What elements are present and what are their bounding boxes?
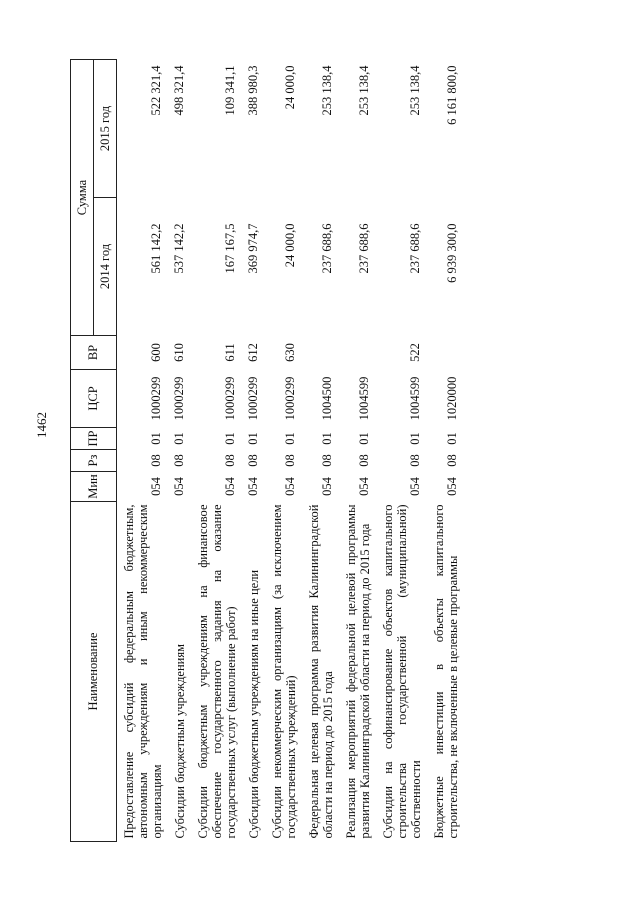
header-csr: ЦСР [71, 370, 117, 428]
row-rz: 08 [223, 454, 237, 467]
header-2015: 2015 год [94, 60, 117, 198]
row-rz: 08 [408, 454, 422, 467]
table-row [191, 60, 242, 842]
row-value-2014: 237 688,6 [357, 223, 371, 274]
row-vr: 630 [283, 343, 297, 362]
row-value-2015: 6 161 800,0 [445, 65, 459, 125]
row-value-2015: 253 138,4 [357, 65, 371, 116]
table-header [71, 60, 117, 842]
row-csr: 1004500 [320, 376, 334, 421]
table-row [302, 60, 339, 842]
table-row [117, 60, 169, 842]
header-sum: Сумма [71, 60, 94, 336]
row-vr [339, 336, 376, 370]
row-name: Реализация мероприятий федеральной целевой программы развития Калининградской области на период до 2015 года [344, 504, 372, 839]
row-csr: 1000299 [223, 376, 237, 421]
table-row [339, 60, 376, 842]
row-csr: 1020000 [445, 376, 459, 421]
row-pr: 01 [408, 432, 422, 445]
row-value-2014: 369 974,7 [246, 223, 260, 274]
row-min: 054 [445, 477, 459, 496]
table-row [242, 60, 265, 842]
row-vr: 600 [149, 343, 163, 362]
row-vr: 522 [408, 343, 422, 362]
row-csr: 1004599 [408, 376, 422, 421]
row-vr: 610 [172, 343, 186, 362]
row-pr: 01 [357, 432, 371, 445]
row-min: 054 [320, 477, 334, 496]
row-csr: 1000299 [283, 376, 297, 421]
row-value-2014: 561 142,2 [149, 223, 163, 274]
page-number: 1462 [34, 412, 49, 438]
row-value-2014: 167 167,5 [223, 223, 237, 274]
header-2014: 2014 год [94, 198, 117, 336]
budget-table [70, 59, 464, 842]
row-pr: 01 [223, 432, 237, 445]
row-name: Субсидии бюджетным учреждениям на иные цели [247, 569, 261, 839]
row-value-2014: 24 000,0 [283, 223, 297, 268]
row-pr: 01 [172, 432, 186, 445]
table-row [168, 60, 191, 842]
row-min: 054 [357, 477, 371, 496]
row-rz: 08 [246, 454, 260, 467]
row-value-2014: 6 939 300,0 [445, 223, 459, 283]
row-name: Федеральная целевая программа развития Калининградской области на период до 2015 года [307, 504, 335, 839]
row-vr: 611 [223, 343, 237, 362]
row-name: Предоставление субсидий федеральным бюджетным, автономным учреждениям и иным некоммерческим организациям [122, 504, 164, 839]
row-value-2015: 522 321,4 [149, 65, 163, 116]
row-min: 054 [149, 477, 163, 496]
row-pr: 01 [445, 432, 459, 445]
row-rz: 08 [172, 454, 186, 467]
row-rz: 08 [357, 454, 371, 467]
row-vr: 612 [246, 343, 260, 362]
table-row [265, 60, 302, 842]
row-min: 054 [223, 477, 237, 496]
row-pr: 01 [283, 432, 297, 445]
row-value-2014: 237 688,6 [320, 223, 334, 274]
row-min: 054 [283, 477, 297, 496]
header-rz: Рз [71, 450, 117, 472]
row-value-2015: 498 321,4 [172, 65, 186, 116]
header-vr: ВР [71, 336, 117, 370]
row-value-2015: 253 138,4 [408, 65, 422, 116]
row-rz: 08 [320, 454, 334, 467]
row-pr: 01 [246, 432, 260, 445]
table-row [376, 60, 427, 842]
row-pr: 01 [320, 432, 334, 445]
table-row [427, 60, 464, 842]
row-vr [302, 336, 339, 370]
header-min: Мин [71, 472, 117, 502]
table-body [117, 60, 465, 842]
row-min: 054 [172, 477, 186, 496]
row-rz: 08 [283, 454, 297, 467]
row-csr: 1004599 [357, 376, 371, 421]
row-value-2014: 537 142,2 [172, 223, 186, 274]
row-min: 054 [408, 477, 422, 496]
row-rz: 08 [445, 454, 459, 467]
row-rz: 08 [149, 454, 163, 467]
row-value-2014: 237 688,6 [408, 223, 422, 274]
row-csr: 1000299 [246, 376, 260, 421]
row-min: 054 [246, 477, 260, 496]
row-value-2015: 24 000,0 [283, 65, 297, 110]
row-name: Субсидии некоммерческим организациям (за исключением государственных учреждений) [270, 504, 298, 839]
row-csr: 1000299 [172, 376, 186, 421]
row-pr: 01 [149, 432, 163, 445]
row-vr [427, 336, 464, 370]
row-value-2015: 388 980,3 [246, 65, 260, 116]
row-name: Субсидии на софинансирование объектов капитального строительства государственной (муниципальной) собственности [381, 504, 423, 839]
row-name: Субсидии бюджетным учреждениям [173, 643, 187, 839]
row-csr: 1000299 [149, 376, 163, 421]
header-name: Наименование [71, 502, 117, 842]
row-value-2015: 253 138,4 [320, 65, 334, 116]
row-value-2015: 109 341,1 [223, 65, 237, 116]
header-pr: ПР [71, 428, 117, 450]
row-name: Бюджетные инвестиции в объекты капитального строительства, не включенные в целевые программы [432, 504, 460, 839]
budget-table-sheet [70, 60, 580, 842]
row-name: Субсидии бюджетным учреждениям на финансовое обеспечение государственного задания на оказание государственных услуг (выполнение работ) [196, 504, 238, 839]
